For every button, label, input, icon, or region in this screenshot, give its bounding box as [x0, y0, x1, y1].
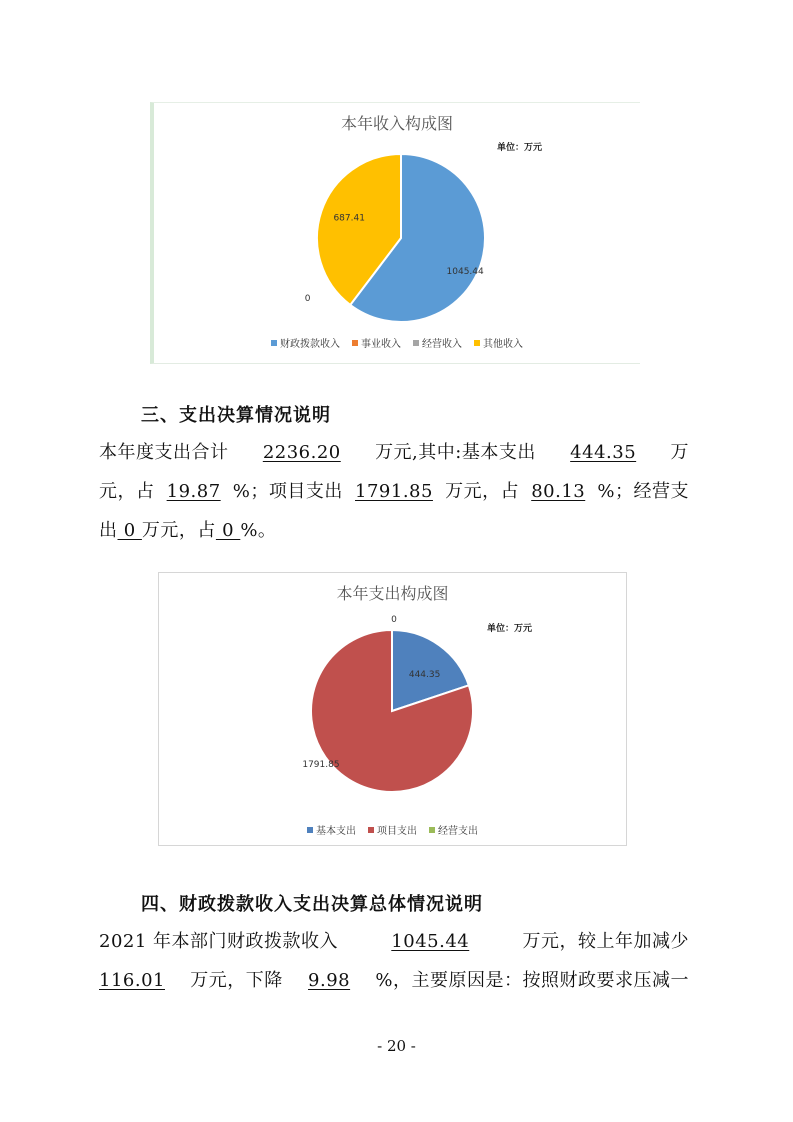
text: 万元,其中:基本支出 [375, 442, 536, 463]
section4-line-1 [99, 929, 689, 955]
text: %；经营支 [597, 481, 689, 502]
total-expense-value: 2236.20 [262, 442, 341, 463]
legend-swatch [271, 340, 277, 346]
text: 万 [670, 442, 689, 463]
legend-label: 经营支出 [438, 826, 478, 837]
expense-chart-unit: 单位：万元 [487, 624, 533, 634]
text: 万元，下降 [190, 970, 283, 991]
pie-value-label: 444.35 [408, 669, 441, 680]
section3-line-1 [99, 440, 689, 466]
income-chart-unit: 单位：万元 [497, 143, 543, 153]
legend-item-caizheng [271, 335, 340, 350]
legend-swatch [474, 340, 480, 346]
text: 万元，较上年加减少 [522, 931, 689, 952]
decrease-amount-value: 116.01 [99, 970, 165, 991]
operating-expense-value: 0 [117, 520, 142, 541]
legend-swatch [307, 827, 313, 833]
section4-heading: 四、财政拨款收入支出决算总体情况说明 [141, 894, 483, 915]
text: %。 [240, 520, 277, 541]
text: 万元，占 [445, 481, 520, 502]
operating-expense-pct: 0 [215, 520, 241, 541]
pie-value-label: 1791.85 [302, 760, 340, 771]
text: %；项目支出 [232, 481, 343, 502]
project-expense-pct: 80.13 [531, 481, 586, 502]
legend-item-jingying [413, 335, 462, 350]
expense-legend [159, 822, 626, 837]
text: %，主要原因是：按照财政要求压减一 [375, 970, 689, 991]
legend-item-shiye [352, 335, 401, 350]
legend-label: 项目支出 [377, 826, 417, 837]
legend-label: 经营收入 [422, 339, 462, 350]
section3-line-2 [99, 479, 689, 505]
text: 本年度支出合计 [99, 442, 229, 463]
page-number: - 20 - [377, 1037, 416, 1055]
legend-item-jingying-zhichu [429, 822, 478, 837]
section3-heading: 三、支出决算情况说明 [141, 405, 331, 426]
pie-value-label: 1045.44 [446, 267, 484, 278]
income-chart [150, 102, 640, 364]
legend-label: 其他收入 [483, 339, 523, 350]
income-pie [154, 103, 640, 363]
basic-expense-value: 444.35 [570, 442, 637, 463]
decrease-pct-value: 9.98 [308, 970, 351, 991]
legend-swatch [368, 827, 374, 833]
section4-line-2 [99, 968, 689, 994]
legend-swatch [429, 827, 435, 833]
income-legend [154, 335, 640, 350]
basic-expense-pct: 19.87 [166, 481, 221, 502]
legend-label: 财政拨款收入 [280, 339, 340, 350]
pie-value-label: 0 [391, 614, 397, 625]
text: 出 [99, 520, 118, 541]
text: 万元，占 [141, 520, 216, 541]
pie-value-label: 687.41 [333, 213, 365, 224]
legend-item-jiben [307, 822, 356, 837]
fiscal-income-value: 1045.44 [391, 931, 470, 952]
expense-pie [159, 573, 626, 845]
text: 2021 年本部门财政拨款收入 [99, 931, 339, 952]
legend-label: 基本支出 [316, 826, 356, 837]
legend-swatch [352, 340, 358, 346]
text: 元，占 [99, 481, 155, 502]
legend-item-qita [474, 335, 523, 350]
income-chart-title: 本年收入构成图 [340, 114, 453, 133]
legend-label: 事业收入 [361, 339, 401, 350]
pie-value-label: 0 [304, 293, 311, 304]
section3-line-3 [99, 518, 689, 544]
expense-chart [158, 572, 627, 846]
expense-chart-title: 本年支出构成图 [336, 584, 449, 603]
legend-swatch [413, 340, 419, 346]
project-expense-value: 1791.85 [355, 481, 433, 502]
legend-item-xiangmu [368, 822, 417, 837]
